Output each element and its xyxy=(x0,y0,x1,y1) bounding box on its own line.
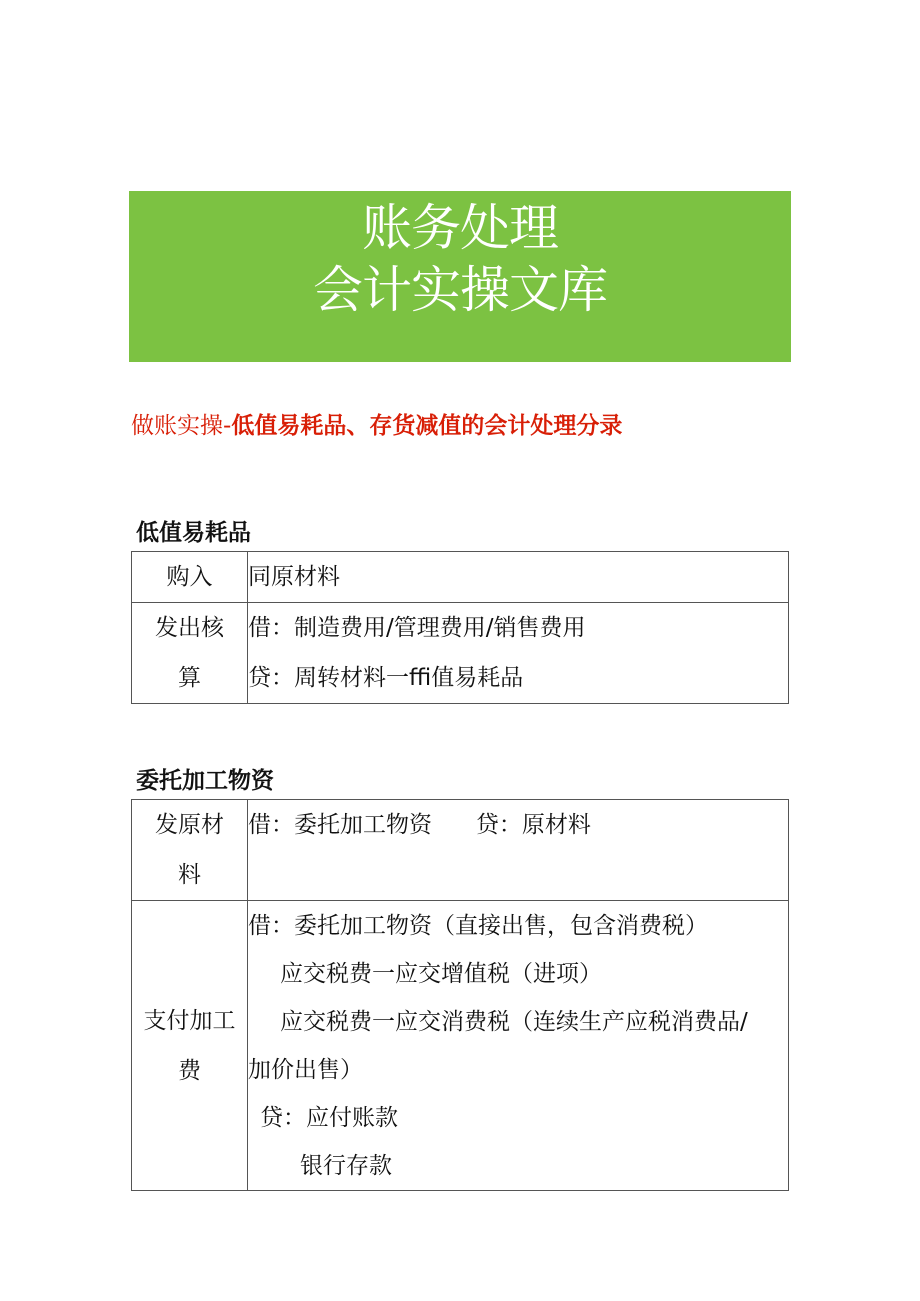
row-content xyxy=(248,800,789,901)
title-banner xyxy=(129,191,791,362)
row-label xyxy=(132,901,248,1191)
row-label-line: 费 xyxy=(178,1057,201,1084)
row-label-line: 发原材 xyxy=(155,812,224,838)
table-row xyxy=(132,552,789,603)
credit-line: 贷：周转材料一ffi值易耗品 xyxy=(248,665,524,691)
entry-line: 银行存款 xyxy=(300,1152,392,1179)
table-row xyxy=(132,901,789,1191)
entry-line: 借：委托加工物资（直接出售，包含消费税） xyxy=(248,912,708,939)
entry-line: 应交税费一应交增值税（进项） xyxy=(280,960,602,987)
row-content xyxy=(248,901,789,1191)
section-heading-entrusted-processing: 委托加工物资 xyxy=(136,768,274,794)
row-content xyxy=(248,552,789,603)
row-label-line: 发出核 xyxy=(155,615,224,641)
banner-title-line1: 账务处理 xyxy=(362,199,558,257)
row-label-line: 支付加工 xyxy=(143,1007,236,1034)
row-label: 购入 xyxy=(132,552,248,603)
entry-line: 借：委托加工物资 贷：原材料 xyxy=(248,812,591,838)
low-value-consumables-table xyxy=(131,551,789,704)
row-label-line: 算 xyxy=(178,665,201,691)
entry-line: 贷：应付账款 xyxy=(260,1104,398,1131)
table-row xyxy=(132,800,789,901)
row-content xyxy=(248,603,789,704)
row-label xyxy=(132,603,248,704)
table-row xyxy=(132,603,789,704)
entrusted-processing-table xyxy=(131,799,789,1191)
entry-line: 应交税费一应交消费税（连续生产应税消费品/ xyxy=(280,1008,748,1035)
entry-line: 加价出售） xyxy=(248,1056,363,1083)
document-title-prefix: 做账实操- xyxy=(131,413,232,439)
section-heading-low-value-consumables: 低值易耗品 xyxy=(136,520,251,546)
entry-line: 同原材料 xyxy=(248,564,340,590)
document-title xyxy=(131,411,622,441)
row-label-line: 料 xyxy=(178,862,201,888)
row-label xyxy=(132,800,248,901)
banner-title-line2: 会计实操文库 xyxy=(313,261,607,319)
document-title-main: 低值易耗品、存货减值的会计处理分录 xyxy=(231,413,623,439)
debit-line: 借：制造费用/管理费用/销售费用 xyxy=(248,615,586,641)
